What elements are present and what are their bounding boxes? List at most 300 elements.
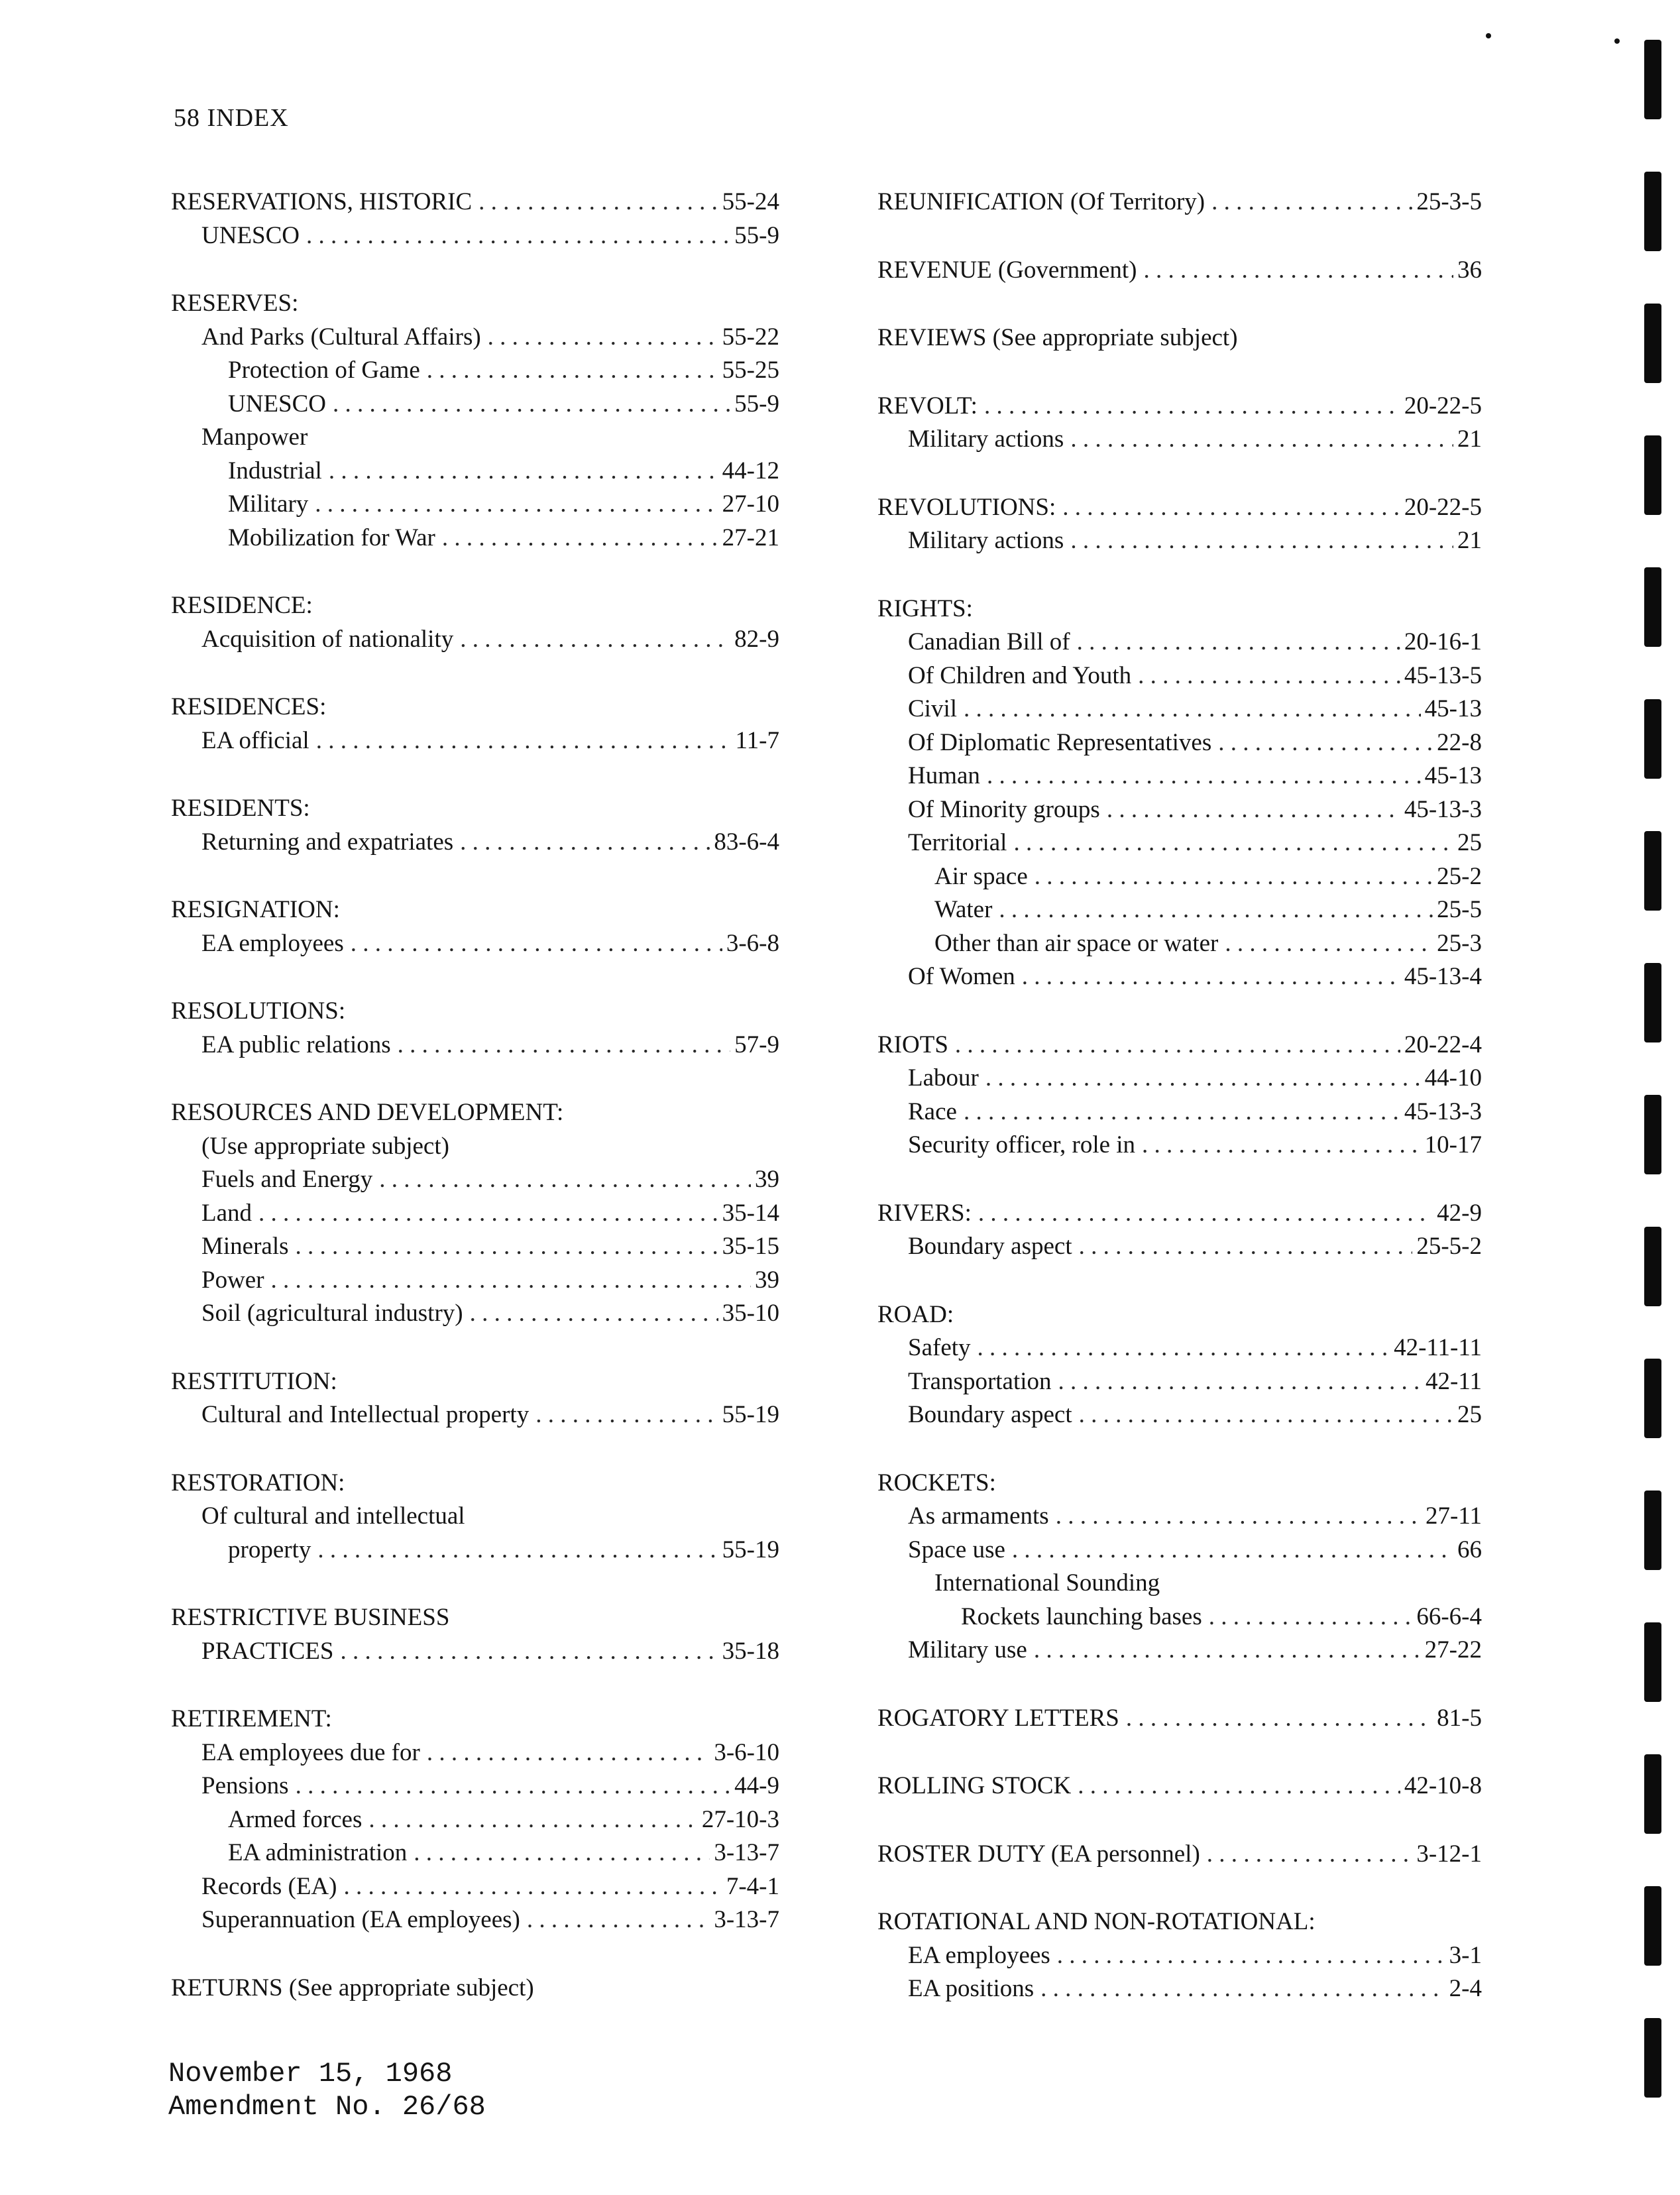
entry-label: RESOURCES AND DEVELOPMENT: [171,1099,564,1126]
index-group [171,1467,779,1567]
entry-label: ROTATIONAL AND NON-ROTATIONAL: [877,1908,1316,1935]
entry-page-ref: 2-4 [1449,1975,1482,2002]
dot-leader [1013,826,1453,860]
index-subentry [171,1163,779,1197]
index-heading [171,287,779,321]
page-header: 58 INDEX [174,104,289,132]
index-subentry [877,1534,1482,1567]
index-subentry [171,1803,779,1837]
entry-page-ref: 27-22 [1424,1636,1482,1663]
index-subentry [877,793,1482,827]
index-group [877,254,1482,288]
dot-leader [427,1736,710,1770]
index-heading [877,491,1482,525]
index-group [171,1096,779,1331]
entry-label: RESTORATION: [171,1469,345,1496]
dot-leader [1078,1770,1400,1803]
entry-label: Of Minority groups [908,795,1100,823]
entry-label: RESTITUTION: [171,1367,337,1395]
index-subentry [877,1365,1482,1399]
index-heading [877,1702,1482,1736]
index-heading [171,792,779,826]
entry-label: Boundary aspect [908,1233,1072,1260]
index-subentry [171,724,779,758]
dot-leader [978,1331,1390,1365]
entry-label: RESOLUTIONS: [171,997,346,1025]
binder-hole [1644,1095,1661,1174]
dot-leader [478,186,718,219]
entry-label: Space use [908,1536,1005,1563]
binder-hole [1644,1886,1661,1966]
dot-leader [535,1398,718,1432]
index-group [171,1703,779,1937]
entry-page-ref: 25-5-2 [1416,1233,1482,1260]
entry-page-ref: 57-9 [734,1031,779,1058]
entry-label: Returning and expatriates [201,828,454,856]
entry-label: RESIGNATION: [171,896,340,923]
entry-label: International Sounding [934,1569,1160,1597]
index-group [171,1365,779,1432]
dot-leader [1079,1230,1413,1264]
binder-holes [1644,40,1668,2180]
dot-leader [1225,927,1433,961]
index-heading [171,1703,779,1736]
dot-leader [1107,793,1400,827]
dot-leader [271,1264,751,1298]
entry-label: RESERVATIONS, HISTORIC [171,188,473,215]
entry-page-ref: 36 [1457,256,1482,284]
binder-hole [1644,699,1661,779]
index-heading [877,1298,1482,1332]
index-group [171,589,779,656]
entry-label: RETIREMENT: [171,1705,332,1732]
dot-leader [984,390,1400,423]
entry-label: Armed forces [228,1805,363,1833]
entry-label: UNESCO [201,221,300,249]
binder-hole [1644,435,1661,515]
index-subentry [171,623,779,657]
index-heading [171,1467,779,1500]
index-subentry [877,826,1482,860]
binder-hole [1644,1227,1661,1306]
page-speck [1486,33,1491,38]
entry-label: ROSTER DUTY (EA personnel) [877,1840,1200,1868]
dot-leader [427,354,718,388]
entry-label: Of Diplomatic Representatives [908,728,1212,756]
entry-page-ref: 25-5 [1437,896,1482,923]
entry-page-ref: 3-6-10 [714,1738,779,1766]
entry-page-ref: 55-19 [722,1401,779,1428]
entry-label: REVENUE (Government) [877,256,1137,284]
index-subentry [877,1500,1482,1534]
entry-page-ref: 55-24 [722,188,779,215]
index-subentry [877,726,1482,760]
entry-page-ref: 55-25 [722,357,779,384]
entry-label: Land [201,1199,252,1227]
index-column-left [171,186,779,2039]
entry-page-ref: 39 [755,1166,779,1193]
binder-hole [1644,40,1661,119]
index-subentry [171,927,779,961]
index-group [877,592,1482,994]
index-subentry [171,1870,779,1904]
index-heading [877,1467,1482,1500]
entry-label: ROAD: [877,1300,954,1328]
entry-page-ref: 35-18 [722,1637,779,1665]
entry-page-ref: 25-2 [1437,862,1482,890]
dot-leader [1138,659,1400,693]
entry-label: RETURNS (See appropriate subject) [171,1974,534,2001]
entry-page-ref: 3-12-1 [1416,1840,1482,1868]
entry-label: Security officer, role in [908,1131,1136,1158]
entry-label: EA public relations [201,1031,391,1058]
binder-hole [1644,831,1661,911]
index-column-right [877,186,1482,2041]
entry-page-ref: 45-13-5 [1404,661,1482,689]
entry-label: Pensions [201,1772,289,1799]
entry-label: Human [908,762,980,789]
index-subentry [877,760,1482,793]
index-group [171,186,779,253]
entry-page-ref: 27-21 [722,524,779,551]
index-group [171,792,779,859]
entry-page-ref: 82-9 [734,625,779,653]
entry-page-ref: 20-22-5 [1404,392,1482,420]
page-speck [1614,38,1620,44]
index-group [877,491,1482,558]
index-subentry [877,524,1482,558]
entry-page-ref: 45-13-3 [1404,795,1482,823]
entry-page-ref: 25-3-5 [1416,188,1482,215]
index-subentry [877,1634,1482,1667]
entry-label: RESERVES: [171,290,299,317]
entry-page-ref: 42-11 [1426,1367,1482,1395]
index-group [877,1029,1482,1162]
entry-label: Minerals [201,1233,289,1260]
entry-label: Power [201,1266,264,1294]
entry-page-ref: 42-10-8 [1404,1772,1482,1799]
binder-hole [1644,1359,1661,1438]
entry-page-ref: 66-6-4 [1416,1603,1482,1630]
binder-hole [1644,304,1661,383]
index-subentry [171,354,779,388]
entry-label: As armaments [908,1502,1049,1530]
dot-leader [1142,1129,1421,1162]
entry-label: RESIDENCE: [171,592,313,619]
entry-label: Of Women [908,963,1015,990]
entry-page-ref: 45-13 [1424,762,1482,789]
entry-label: RESTRICTIVE BUSINESS [171,1604,450,1631]
entry-label: Labour [908,1064,979,1092]
entry-page-ref: 42-11-11 [1394,1334,1482,1361]
entry-page-ref: 42-9 [1437,1199,1482,1227]
entry-label: ROCKETS: [877,1469,996,1496]
entry-label: UNESCO [228,390,327,418]
dot-leader [1070,524,1453,558]
index-subentry [877,1230,1482,1264]
index-subentry [877,659,1482,693]
binder-hole [1644,567,1661,647]
dot-leader [1211,186,1412,219]
dot-leader [978,1197,1433,1231]
index-heading [877,1838,1482,1872]
dot-leader [955,1029,1400,1062]
index-subentry [171,1500,779,1534]
entry-label: (Use appropriate subject) [201,1132,449,1160]
index-subentry [171,1230,779,1264]
dot-leader [1062,491,1400,525]
entry-page-ref: 44-10 [1424,1064,1482,1092]
dot-leader [527,1903,710,1937]
index-subentry [877,1601,1482,1634]
entry-label: RIVERS: [877,1199,972,1227]
entry-label: ROLLING STOCK [877,1772,1072,1799]
index-group [877,1197,1482,1264]
dot-leader [1057,1939,1445,1973]
entry-label: Canadian Bill of [908,628,1070,655]
dot-leader [316,724,732,758]
dot-leader [442,522,718,555]
index-subentry [171,1398,779,1432]
entry-label: Fuels and Energy [201,1166,373,1193]
dot-leader [398,1029,731,1062]
entry-page-ref: 25 [1457,829,1482,856]
entry-page-ref: 66 [1457,1536,1482,1563]
dot-leader [368,1803,697,1837]
dot-leader [1143,254,1453,288]
entry-page-ref: 27-10-3 [701,1805,779,1833]
dot-leader [999,893,1433,927]
entry-page-ref: 22-8 [1437,728,1482,756]
index-heading [171,1972,779,2005]
index-group [877,390,1482,457]
entry-label: Race [908,1098,957,1125]
index-heading [171,1096,779,1130]
entry-label: Safety [908,1334,971,1361]
index-heading [877,1905,1482,1939]
entry-label: EA positions [908,1975,1035,2002]
index-subentry [877,1096,1482,1129]
dot-leader [1209,1601,1413,1634]
entry-label: RESIDENTS: [171,795,310,822]
entry-page-ref: 55-22 [722,323,779,351]
entry-page-ref: 3-6-8 [726,929,779,957]
entry-label: EA official [201,726,309,754]
entry-page-ref: 3-13-7 [714,1906,779,1933]
index-subentry [171,1029,779,1062]
binder-hole [1644,1491,1661,1570]
dot-leader [1218,726,1433,760]
index-group [171,893,779,960]
dot-leader [470,1297,718,1331]
index-subentry [171,219,779,253]
entry-label: Boundary aspect [908,1401,1072,1428]
index-subentry [877,1939,1482,1973]
entry-label: Acquisition of nationality [201,625,454,653]
entry-label: EA administration [228,1839,408,1866]
dot-leader [317,1534,718,1567]
entry-label: Other than air space or water [934,929,1219,957]
index-subentry [171,522,779,555]
entry-page-ref: 20-22-4 [1404,1031,1482,1058]
entry-page-ref: 55-19 [722,1536,779,1563]
entry-page-ref: 20-22-5 [1404,493,1482,521]
entry-page-ref: 35-14 [722,1199,779,1227]
entry-label: Territorial [908,829,1007,856]
dot-leader [1056,1500,1422,1534]
entry-page-ref: 27-11 [1426,1502,1482,1530]
dot-leader [306,219,730,253]
dot-leader [315,488,718,522]
index-subentry [171,826,779,860]
entry-label: REVOLT: [877,392,978,420]
dot-leader [296,1230,718,1264]
entry-label: EA employees [908,1941,1050,1969]
dot-leader [1070,423,1453,457]
entry-label: Industrial [228,457,322,484]
entry-label: REUNIFICATION (Of Territory) [877,188,1205,215]
dot-leader [1012,1534,1453,1567]
entry-label: Air space [934,862,1028,890]
index-group [877,1298,1482,1432]
index-subentry [877,1398,1482,1432]
dot-leader [964,1096,1400,1129]
index-subentry [877,693,1482,726]
entry-page-ref: 20-16-1 [1404,628,1482,655]
entry-page-ref: 83-6-4 [714,828,779,856]
dot-leader [351,927,722,961]
dot-leader [1207,1838,1413,1872]
index-group [877,1467,1482,1667]
binder-hole [1644,172,1661,251]
entry-label: Transportation [908,1367,1052,1395]
index-group [877,321,1482,355]
dot-leader [460,826,710,860]
entry-label: Military [228,490,309,518]
dot-leader [258,1197,718,1231]
index-subentry [877,1567,1482,1601]
dot-leader [379,1163,751,1197]
index-subentry [877,960,1482,994]
entry-page-ref: 7-4-1 [726,1872,779,1900]
entry-label: Soil (agricultural industry) [201,1300,463,1327]
entry-page-ref: 44-9 [734,1772,779,1799]
entry-label: Civil [908,695,958,722]
entry-label: ROGATORY LETTERS [877,1704,1119,1732]
index-subentry [171,421,779,455]
entry-page-ref: 45-13-4 [1404,963,1482,990]
index-group [877,1838,1482,1872]
index-subentry [877,927,1482,961]
entry-page-ref: 3-1 [1449,1941,1482,1969]
dot-leader [296,1770,731,1803]
index-subentry [171,1903,779,1937]
entry-page-ref: 3-13-7 [714,1839,779,1866]
entry-label: Of cultural and intellectual [201,1502,465,1530]
dot-leader [343,1870,722,1904]
index-group [171,1972,779,2005]
dot-leader [340,1635,718,1669]
index-subentry [171,455,779,488]
index-subentry [877,423,1482,457]
index-subentry [171,321,779,355]
index-group [877,1702,1482,1736]
index-heading [877,254,1482,288]
index-subentry [877,860,1482,894]
dot-leader [987,760,1421,793]
index-heading [877,390,1482,423]
index-heading [877,321,1482,355]
index-heading [877,1197,1482,1231]
index-group [171,287,779,555]
index-subentry [877,893,1482,927]
index-subentry [877,1062,1482,1096]
dot-leader [329,455,718,488]
entry-page-ref: 45-13 [1424,695,1482,722]
index-heading [171,691,779,724]
index-group [877,1905,1482,2006]
entry-page-ref: 39 [755,1266,779,1294]
entry-label: EA employees [201,929,344,957]
entry-label: Mobilization for War [228,524,435,551]
entry-label: Of Children and Youth [908,661,1132,689]
dot-leader [1040,1972,1445,2006]
index-subentry [171,388,779,422]
entry-label: RIOTS [877,1031,948,1058]
dot-leader [1077,626,1400,659]
index-subentry [171,1736,779,1770]
entry-label: EA employees due for [201,1738,420,1766]
binder-hole [1644,1622,1661,1702]
index-heading [877,592,1482,626]
footer-date: November 15, 1968 [168,2058,453,2090]
binder-hole [1644,1754,1661,1834]
dot-leader [414,1836,710,1870]
index-subentry [171,1770,779,1803]
index-subentry [877,1129,1482,1162]
entry-page-ref: 27-10 [722,490,779,518]
dot-leader [488,321,718,355]
index-subentry [877,626,1482,659]
index-subentry [877,1331,1482,1365]
entry-label: Rockets launching bases [961,1603,1202,1630]
dot-leader [460,623,730,657]
entry-page-ref: 25-3 [1437,929,1482,957]
entry-page-ref: 25 [1457,1401,1482,1428]
entry-label: Military actions [908,527,1064,554]
index-heading [171,1601,779,1635]
entry-label: Water [934,896,993,923]
entry-label: Manpower [201,423,308,451]
index-heading [877,1029,1482,1062]
entry-page-ref: 44-12 [722,457,779,484]
index-subentry [171,1197,779,1231]
index-heading [171,186,779,219]
entry-page-ref: 35-15 [722,1233,779,1260]
entry-label: REVOLUTIONS: [877,493,1056,521]
entry-label: Military actions [908,425,1064,453]
index-heading [877,1770,1482,1803]
entry-label: Superannuation (EA employees) [201,1906,520,1933]
entry-label: Protection of Game [228,357,420,384]
footer-amendment: Amendment No. 26/68 [168,2091,486,2123]
index-subentry [171,1635,779,1669]
entry-label: Cultural and Intellectual property [201,1401,530,1428]
entry-page-ref: 45-13-3 [1404,1098,1482,1125]
dot-leader [1126,1702,1433,1736]
index-group [171,1601,779,1668]
dot-leader [1058,1365,1422,1399]
